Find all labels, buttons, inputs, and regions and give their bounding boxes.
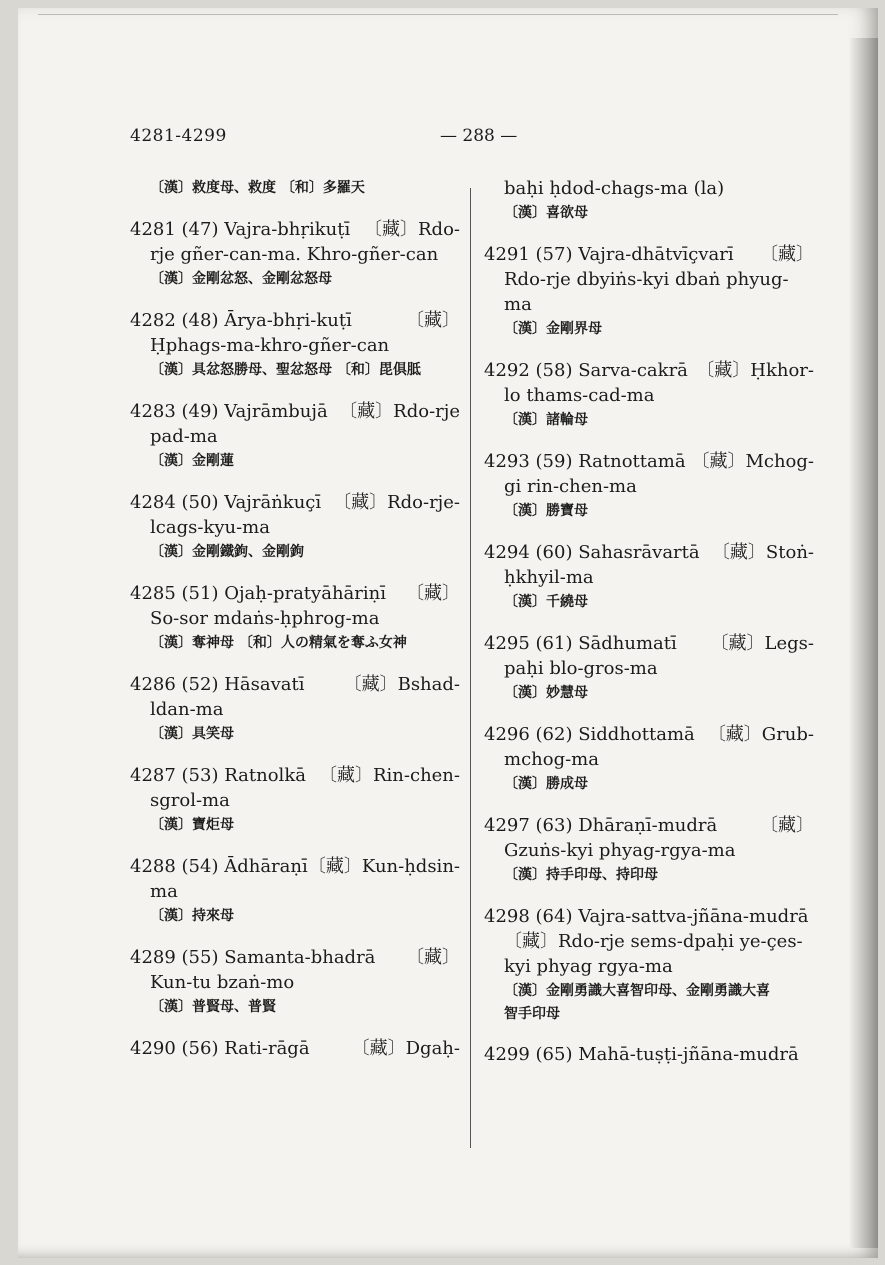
- entry-text-line: lo thams-cad-ma: [504, 385, 655, 406]
- entry-sanskrit: 4296 (62) Siddhottamā: [484, 724, 695, 745]
- entry-tibetan-start: 〔藏〕Rdo-rje: [339, 401, 460, 422]
- entry-sanskrit: 4288 (54) Ādhāraṇī: [130, 856, 308, 877]
- entry-chinese-gloss: 〔漢〕具忿怒勝母、聖忿怒母 〔和〕毘俱胝: [150, 362, 421, 378]
- entry-text-line: gi rin-chen-ma: [504, 476, 637, 497]
- dictionary-entry: [484, 813, 814, 887]
- dictionary-entry: [484, 242, 814, 341]
- entry-tibetan-start: 〔藏〕Rdo-: [364, 219, 460, 240]
- entry-text-line: So-sor mdaṅs-ḥphrog-ma: [150, 608, 380, 629]
- entry-tibetan-start: 〔藏〕Bshad-: [343, 674, 460, 695]
- dictionary-entry: [130, 399, 460, 473]
- entry-sanskrit: 4290 (56) Rati-rāgā: [130, 1038, 310, 1059]
- entry-sanskrit: 4284 (50) Vajrāṅkuçī: [130, 492, 322, 513]
- entry-headword-line: [130, 217, 460, 242]
- entry-chinese-gloss: 〔漢〕金剛忿怒、金剛忿怒母: [150, 271, 332, 287]
- entry-text-line: ma: [504, 294, 532, 315]
- dictionary-entry: [484, 449, 814, 523]
- dictionary-entry: [130, 763, 460, 837]
- entry-headword-line: [130, 945, 460, 970]
- entry-text-line: ldan-ma: [150, 699, 224, 720]
- entry-headword-line: [130, 672, 460, 697]
- dictionary-entry: [130, 945, 460, 1019]
- entry-text-line: Gzuṅs-kyi phyag-rgya-ma: [504, 840, 736, 861]
- entry-sanskrit: 4297 (63) Dhāraṇī-mudrā: [484, 815, 718, 836]
- entry-text-line: Ḥphags-ma-khro-gñer-can: [150, 335, 390, 356]
- dictionary-entry: [484, 358, 814, 432]
- entry-sanskrit: 4282 (48) Ārya-bhṛi-kuṭī: [130, 310, 352, 331]
- entry-tibetan-start: 〔藏〕Stoṅ-: [711, 542, 814, 563]
- entry-sanskrit: 4283 (49) Vajrāmbujā: [130, 401, 328, 422]
- entry-text-line: 〔藏〕Rdo-rje sems-dpaḥi ye-çes-: [504, 931, 803, 952]
- dictionary-entry: [130, 308, 460, 382]
- entry-headword-line: [130, 581, 460, 606]
- entry-headword-line: [130, 399, 460, 424]
- entry-headword-line: [130, 490, 460, 515]
- entry-tibetan-start: 〔藏〕Rin-chen-: [319, 765, 460, 786]
- entry-tibetan-start: 〔藏〕: [760, 815, 814, 836]
- entry-tibetan-start: 〔藏〕Mchog-: [691, 451, 814, 472]
- entry-text-line: lcags-kyu-ma: [150, 517, 270, 538]
- entry-text-line: Rdo-rje dbyiṅs-kyi dbaṅ phyug-: [504, 269, 789, 290]
- entry-sanskrit: 4285 (51) Ojaḥ-pratyāhāriṇī: [130, 583, 386, 604]
- dictionary-entry: [484, 1042, 814, 1067]
- entry-headword-line: [130, 1036, 460, 1061]
- entry-tibetan-start: 〔藏〕Grub-: [707, 724, 814, 745]
- entry-chinese-gloss: 〔漢〕金剛鐵鉤、金剛鉤: [150, 544, 304, 560]
- entry-chinese-gloss: 〔漢〕金剛勇識大喜智印母、金剛勇識大喜: [504, 983, 770, 999]
- entry-text-line: mchog-ma: [504, 749, 599, 770]
- entry-headword-line: [484, 358, 814, 383]
- entry-sanskrit: 4287 (53) Ratnolkā: [130, 765, 306, 786]
- entry-text-line: sgrol-ma: [150, 790, 230, 811]
- entry-chinese-gloss: 〔漢〕金剛蓮: [150, 453, 234, 469]
- entry-tibetan-start: 〔藏〕Kun-ḥdsin-: [307, 856, 460, 877]
- book-page: [18, 8, 878, 1258]
- entry-headword-line: [484, 813, 814, 838]
- entry-sanskrit: 4292 (58) Sarva-cakrā: [484, 360, 688, 381]
- entry-tibetan-start: 〔藏〕Dgaḥ-: [351, 1038, 460, 1059]
- right-column: [484, 176, 814, 1084]
- top-edge-line: [38, 14, 838, 15]
- entry-tibetan-start: 〔藏〕: [760, 244, 814, 265]
- dictionary-entry: [484, 540, 814, 614]
- entry-headword-line: [130, 854, 460, 879]
- column-divider: [470, 188, 471, 1148]
- entry-chinese-gloss: 〔漢〕奪神母 〔和〕人の精氣を奪ふ女神: [150, 635, 407, 651]
- entry-tibetan-start: 〔藏〕Rdo-rje-: [333, 492, 460, 513]
- entry-headword-line: [484, 540, 814, 565]
- dictionary-entry: [130, 217, 460, 291]
- entry-chinese-gloss: 〔漢〕諸輪母: [504, 412, 588, 428]
- entry-sanskrit: 4293 (59) Ratnottamā: [484, 451, 686, 472]
- page-gutter-shadow: [850, 38, 878, 1248]
- entry-chinese-gloss: 〔漢〕救度母、救度 〔和〕多羅天: [150, 180, 365, 196]
- entry-chinese-gloss: 〔漢〕勝寶母: [504, 503, 588, 519]
- entry-text-line: baḥi ḥdod-chags-ma (la): [504, 178, 725, 199]
- entry-tibetan-start: 〔藏〕: [406, 583, 460, 604]
- dictionary-entry: [130, 1036, 460, 1061]
- entry-chinese-gloss: 〔漢〕持手印母、持印母: [504, 867, 658, 883]
- entry-sanskrit: 4295 (61) Sādhumatī: [484, 633, 677, 654]
- entry-text-line: paḥi blo-gros-ma: [504, 658, 658, 679]
- entry-chinese-gloss: 〔漢〕普賢母、普賢: [150, 999, 276, 1015]
- dictionary-entry: [130, 490, 460, 564]
- entry-chinese-gloss-cont: 智手印母: [504, 1006, 560, 1022]
- dictionary-entry: [484, 904, 814, 1025]
- entry-sanskrit: 4286 (52) Hāsavatī: [130, 674, 305, 695]
- entry-chinese-gloss: 〔漢〕喜欲母: [504, 205, 588, 221]
- entry-chinese-gloss: 〔漢〕妙慧母: [504, 685, 588, 701]
- dictionary-entry: [130, 854, 460, 928]
- entry-text-line: pad-ma: [150, 426, 218, 447]
- entry-sanskrit: 4294 (60) Sahasrāvartā: [484, 542, 700, 563]
- dictionary-entry: [484, 631, 814, 705]
- dictionary-entry: [130, 672, 460, 746]
- entry-range: 4281-4299: [130, 126, 227, 146]
- entry-sanskrit: 4291 (57) Vajra-dhātvīçvarī: [484, 244, 734, 265]
- entry-tibetan-start: 〔藏〕: [406, 947, 460, 968]
- dictionary-entry: [130, 176, 460, 200]
- dictionary-entry: [484, 176, 814, 225]
- entry-tibetan-start: 〔藏〕Legs-: [710, 633, 814, 654]
- entry-headword-line: [130, 308, 460, 333]
- entry-tibetan-start: 〔藏〕Ḥkhor-: [696, 360, 814, 381]
- entry-chinese-gloss: 〔漢〕寶炬母: [150, 817, 234, 833]
- entry-headword-line: [130, 763, 460, 788]
- entry-tibetan-start: 〔藏〕: [406, 310, 460, 331]
- entry-text-line: Kun-tu bzaṅ-mo: [150, 972, 295, 993]
- entry-sanskrit: 4281 (47) Vajra-bhṛikuṭī: [130, 219, 351, 240]
- entry-sanskrit: 4289 (55) Samanta-bhadrā: [130, 947, 376, 968]
- entry-headword-line: [484, 722, 814, 747]
- page-header: [130, 126, 820, 156]
- page-number: — 288 —: [440, 126, 518, 146]
- entry-headword-line: [484, 449, 814, 474]
- entry-text-line: ma: [150, 881, 178, 902]
- left-column: [130, 176, 460, 1078]
- entry-chinese-gloss: 〔漢〕具笑母: [150, 726, 234, 742]
- entry-text-line: rje gñer-can-ma. Khro-gñer-can: [150, 244, 439, 265]
- entry-text-line: 4299 (65) Mahā-tuṣṭi-jñāna-mudrā: [484, 1044, 799, 1065]
- dictionary-entry: [130, 581, 460, 655]
- entry-chinese-gloss: 〔漢〕千繞母: [504, 594, 588, 610]
- entry-text-line: kyi phyag rgya-ma: [504, 956, 673, 977]
- entry-text-line: ḥkhyil-ma: [504, 567, 594, 588]
- entry-headword-line: [484, 631, 814, 656]
- entry-chinese-gloss: 〔漢〕勝成母: [504, 776, 588, 792]
- dictionary-entry: [484, 722, 814, 796]
- entry-headword-line: [484, 242, 814, 267]
- entry-text-line: 4298 (64) Vajra-sattva-jñāna-mudrā: [484, 906, 809, 927]
- entry-chinese-gloss: 〔漢〕金剛界母: [504, 321, 602, 337]
- entry-chinese-gloss: 〔漢〕持來母: [150, 908, 234, 924]
